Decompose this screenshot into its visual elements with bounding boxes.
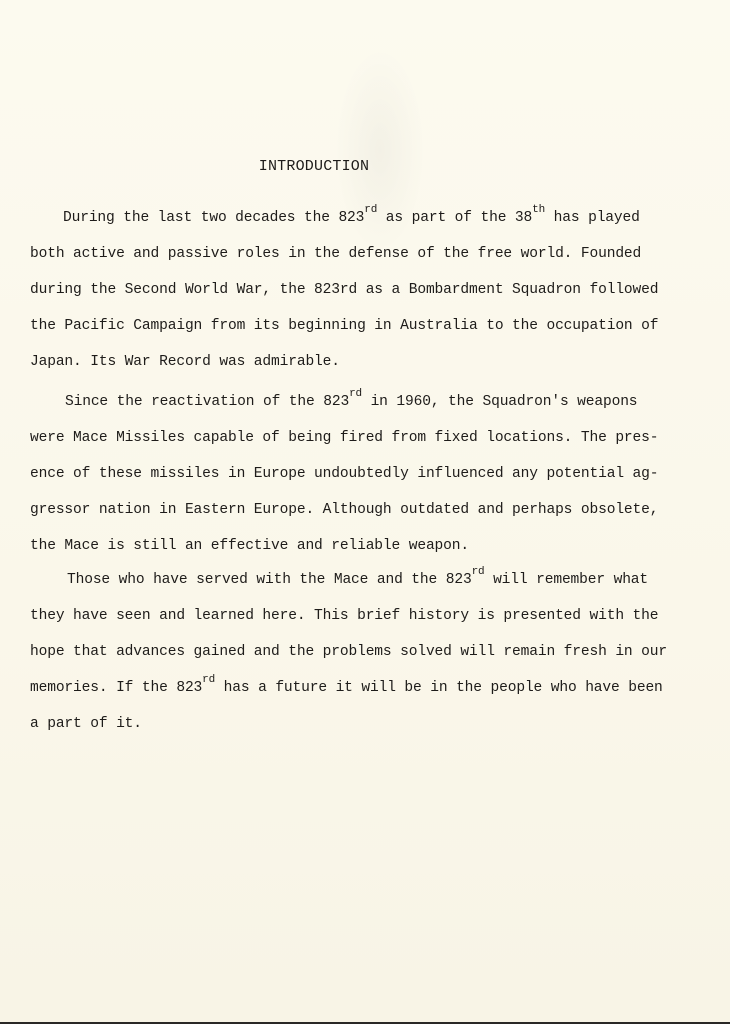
ordinal-superscript: rd bbox=[202, 674, 216, 686]
text-run: memories. If the 823 bbox=[30, 680, 203, 696]
text-run: in 1960, the Squadron's weapons bbox=[361, 394, 638, 410]
text-line bbox=[30, 634, 710, 670]
ordinal-superscript: rd bbox=[349, 388, 362, 400]
text-run: gressor nation in Eastern Europe. Although outdated and perhaps obsolete, bbox=[30, 502, 659, 518]
text-run: Those who have served with the Mace and the 823 bbox=[67, 572, 472, 588]
text-line bbox=[30, 420, 710, 456]
ordinal-superscript: rd bbox=[471, 566, 485, 578]
text-line bbox=[30, 236, 710, 272]
text-line bbox=[30, 528, 710, 564]
ordinal-superscript: rd bbox=[364, 204, 378, 216]
text-run: will remember what bbox=[484, 572, 649, 588]
text-line bbox=[30, 200, 710, 236]
text-line bbox=[30, 344, 710, 380]
text-run: Japan. Its War Record was admirable. bbox=[30, 354, 340, 370]
text-line bbox=[30, 272, 710, 308]
intro-paragraph-3 bbox=[30, 562, 710, 742]
text-run: the Pacific Campaign from its beginning in Australia to the occupation of bbox=[30, 318, 659, 334]
text-run: as part of the 38 bbox=[377, 210, 533, 226]
text-run: the Mace is still an effective and reliable weapon. bbox=[30, 538, 469, 554]
text-run: has a future it will be in the people who have been bbox=[215, 680, 663, 696]
text-run: hope that advances gained and the problems solved will remain fresh in our bbox=[30, 644, 667, 660]
ordinal-superscript: th bbox=[532, 204, 546, 216]
text-line bbox=[30, 598, 710, 634]
intro-paragraph-2 bbox=[30, 384, 710, 564]
text-line bbox=[30, 384, 710, 420]
text-run: Since the reactivation of the 823 bbox=[65, 394, 350, 410]
text-line bbox=[30, 308, 710, 344]
text-run: ence of these missiles in Europe undoubtedly influenced any potential ag- bbox=[30, 466, 659, 482]
text-run: During the last two decades the 823 bbox=[63, 210, 365, 226]
page-title: INTRODUCTION bbox=[258, 158, 370, 175]
intro-paragraph-1 bbox=[30, 200, 710, 380]
text-line bbox=[30, 492, 710, 528]
text-run: they have seen and learned here. This brief history is presented with the bbox=[30, 608, 659, 624]
text-line bbox=[30, 456, 710, 492]
text-line bbox=[30, 562, 710, 598]
text-run: has played bbox=[545, 210, 640, 226]
text-run: a part of it. bbox=[30, 716, 142, 732]
text-run: were Mace Missiles capable of being fired from fixed locations. The pres- bbox=[30, 430, 659, 446]
text-line bbox=[30, 670, 710, 706]
text-run: both active and passive roles in the defense of the free world. Founded bbox=[30, 246, 642, 262]
text-run: during the Second World War, the 823rd as a Bombardment Squadron followed bbox=[30, 282, 659, 298]
text-line bbox=[30, 706, 710, 742]
